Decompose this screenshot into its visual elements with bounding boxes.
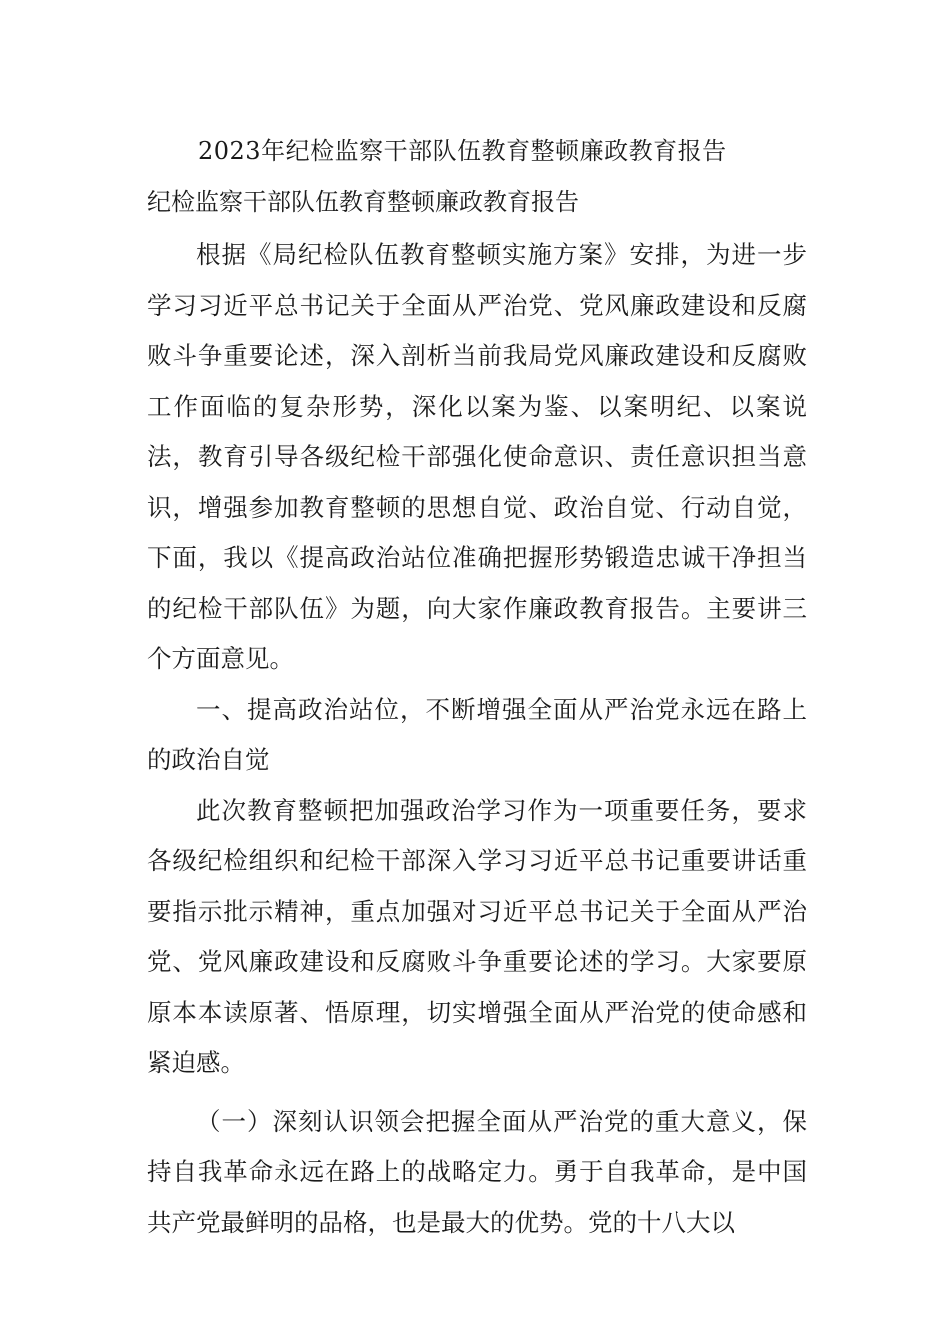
document-body: [147, 230, 807, 1248]
document-subtitle: 纪检监察干部队伍教育整顿廉政教育报告: [147, 188, 579, 216]
paragraph-intro: 根据《局纪检队伍教育整顿实施方案》安排，为进一步学习习近平总书记关于全面从严治党、党风廉政建设和反腐败斗争重要论述，深入剖析当前我局党风廉政建设和反腐败工作面临的复杂形势，深化以案为鉴、以案明纪、以案说法，教育引导各级纪检干部强化使命意识、责任意识担当意识，增强参加教育整顿的思想自觉、政治自觉、行动自觉，下面，我以《提高政治站位准确把握形势锻造忠诚干净担当的纪检干部队伍》为题，向大家作廉政教育报告。主要讲三个方面意见。: [147, 240, 807, 673]
paragraph-subsection-1: （一）深刻认识领会把握全面从严治党的重大意义，保持自我革命永远在路上的战略定力。勇于自我革命，是中国共产党最鲜明的品格，也是最大的优势。党的十八大以: [147, 1106, 807, 1237]
paragraph-study: 此次教育整顿把加强政治学习作为一项重要任务，要求各级纪检组织和纪检干部深入学习习近平总书记重要讲话重要指示批示精神，重点加强对习近平总书记关于全面从严治党、党风廉政建设和反腐败斗争重要论述的学习。大家要原原本本读原著、悟原理，切实增强全面从严治党的使命感和紧迫感。: [147, 795, 807, 1077]
document-title: 2023年纪检监察干部队伍教育整顿廉政教育报告: [198, 137, 727, 165]
section-heading-1: 一、提高政治站位，不断增强全面从严治党永远在路上的政治自觉: [147, 694, 807, 774]
